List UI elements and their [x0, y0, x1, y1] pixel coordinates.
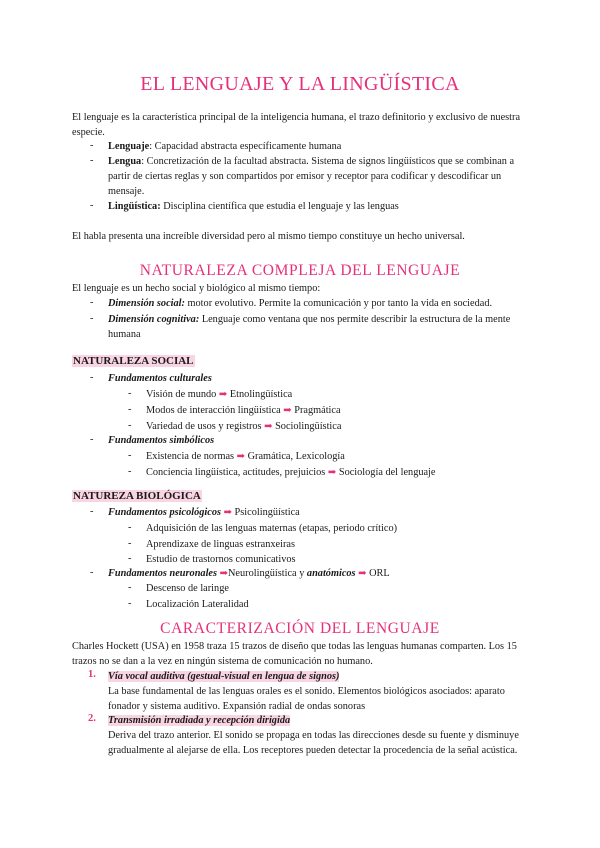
item-text: Conciencia lingüística, actitudes, prejuicios — [146, 467, 326, 478]
list-item — [146, 449, 345, 464]
bullet-dash: - — [128, 598, 132, 609]
arrow-right-icon: ➡ — [236, 451, 246, 462]
item-target: Psicolingüística — [234, 507, 300, 518]
bullet-dash: - — [90, 140, 94, 151]
list-item: Estudio de trastornos comunicativos — [146, 554, 296, 565]
item-target: Etnolingüística — [229, 389, 293, 400]
bullet-dash: - — [128, 450, 132, 461]
arrow-right-icon: ➡ — [264, 421, 273, 432]
def-text: Disciplina científica que estudia el lenguaje y las lenguas — [160, 201, 399, 212]
item-target: Neurolingüística — [227, 568, 297, 579]
diversity-paragraph: El habla presenta una increíble diversidad pero al mismo tiempo constituye un hecho universal. — [72, 231, 465, 242]
list-item — [146, 403, 341, 418]
group-label: Fundamentos psicológicos — [108, 507, 221, 518]
bullet-dash: - — [128, 538, 132, 549]
group-label-extra: anatómicos — [306, 568, 356, 579]
bullet-dash: - — [90, 372, 94, 383]
connector-text: y — [296, 568, 307, 579]
item-text: Modos de interacción lingüística — [146, 405, 281, 416]
bullet-dash: - — [128, 522, 132, 533]
item-target: ORL — [369, 568, 390, 579]
numbered-item-body: La base fundamental de las lenguas orales es el sonido. Elementos biológicos asociados: aparato fonador y sistema auditivo. Expansión radial de ondas sonoras — [108, 686, 505, 712]
list-item — [146, 387, 292, 402]
section-lead: El lenguaje es un hecho social y biológico al mismo tiempo: — [72, 283, 321, 294]
bullet-dash: - — [90, 434, 94, 445]
subsection-heading: NATUREZA BIOLÓGICA — [73, 490, 201, 502]
arrow-right-icon: ➡ — [219, 568, 228, 579]
list-item: Adquisición de las lenguas maternas (etapas, periodo crítico) — [146, 523, 398, 534]
item-number: 2. — [88, 713, 96, 724]
group-label: Fundamentos culturales — [108, 373, 212, 384]
item-text: Lenguaje como ventana que nos permite describir la estructura de la mente humana — [108, 314, 511, 340]
group-label-row — [108, 566, 390, 581]
list-item — [108, 296, 528, 311]
def-term: Lingüística: — [108, 201, 161, 212]
def-item — [108, 139, 528, 154]
list-item — [146, 465, 436, 480]
def-term: Lenguaje — [108, 141, 150, 152]
bullet-dash: - — [128, 466, 132, 477]
list-item — [146, 419, 341, 434]
numbered-item-body: Deriva del trazo anterior. El sonido se propaga en todas las direcciones desde su fuente y disminuye gradualmente al alejarse de ella. Los receptores pueden detectar la procedencia de la señal acústica. — [108, 730, 519, 756]
item-target: Pragmática — [294, 405, 341, 416]
item-target: Gramática, Lexicología — [247, 451, 345, 462]
list-item — [108, 312, 528, 342]
bullet-dash: - — [128, 582, 132, 593]
list-item: Aprendizaxe de linguas estranxeiras — [146, 539, 295, 550]
section-heading: CARACTERIZACIÓN DEL LENGUAJE — [160, 620, 440, 637]
def-item — [108, 154, 528, 199]
arrow-right-icon: ➡ — [223, 507, 232, 518]
item-number: 1. — [88, 669, 96, 680]
list-item: Localización Lateralidad — [146, 599, 249, 610]
subsection-heading: NATURALEZA SOCIAL — [73, 355, 194, 367]
numbered-item-title — [108, 713, 290, 728]
def-term: Lengua — [108, 156, 142, 167]
item-text: Existencia de normas — [146, 451, 235, 462]
def-text: : Capacidad abstracta específicamente humana — [149, 141, 342, 152]
bullet-dash: - — [128, 388, 132, 399]
item-target: Sociología del lenguaje — [338, 467, 436, 478]
bullet-dash: - — [90, 567, 94, 578]
bullet-dash: - — [90, 313, 94, 324]
group-label: Fundamentos neuronales — [108, 568, 218, 579]
item-term: Dimensión social: — [108, 298, 185, 309]
bullet-dash: - — [90, 155, 94, 166]
item-title: Transmisión irradiada y recepción dirigida — [108, 715, 291, 726]
item-text: Variedad de usos y registros — [146, 421, 262, 432]
item-text: Visión de mundo — [146, 389, 217, 400]
arrow-right-icon: ➡ — [327, 467, 337, 478]
item-term: Dimensión cognitiva: — [108, 314, 200, 325]
item-title: Vía vocal auditiva (gestual-visual en lengua de signos) — [108, 671, 340, 682]
list-item: Descenso de laringe — [146, 583, 229, 594]
bullet-dash: - — [90, 297, 94, 308]
bullet-dash: - — [128, 553, 132, 564]
item-text: motor evolutivo. Permite la comunicación y por tanto la vida en sociedad. — [184, 298, 493, 309]
bullet-dash: - — [128, 420, 132, 431]
numbered-item-title — [108, 669, 339, 684]
group-label: Fundamentos simbólicos — [108, 435, 215, 446]
def-text: : Concretización de la facultad abstracta. Sistema de signos lingüísticos que se combinan a partir de ciertas reglas y son compartidos por emisor y receptor para codificar y descodificar un mensaje. — [108, 156, 515, 197]
bullet-dash: - — [128, 404, 132, 415]
intro-paragraph: El lenguaje es la característica principal de la inteligencia humana, el trazo definitorio y exclusivo de nuestra especie. — [72, 112, 521, 138]
arrow-right-icon: ➡ — [283, 405, 292, 416]
section-lead: Charles Hockett (USA) en 1958 traza 15 trazos de diseño que todas las lenguas humanas comparten. Los 15 trazos no se dan a la vez en ningún sistema de comunicación no humano. — [72, 641, 517, 667]
arrow-right-icon: ➡ — [218, 389, 228, 400]
bullet-dash: - — [90, 506, 94, 517]
bullet-dash: - — [90, 200, 94, 211]
arrow-right-icon: ➡ — [358, 568, 367, 579]
group-label-row — [108, 505, 300, 520]
item-target: Sociolingüística — [275, 421, 342, 432]
section-heading: NATURALEZA COMPLEJA DEL LENGUAJE — [139, 262, 461, 279]
def-item — [108, 199, 528, 214]
page-title: EL LENGUAJE Y LA LINGÜÍSTICA — [140, 73, 460, 95]
